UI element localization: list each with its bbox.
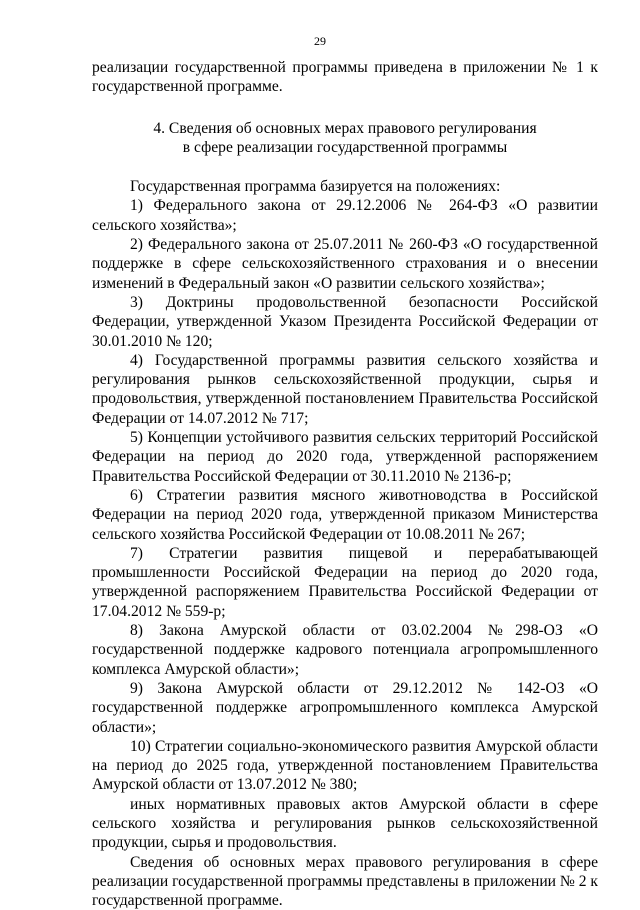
page-number: 29 (314, 34, 326, 48)
closing-paragraph: Сведения об основных мерах правового регулирования в сфере реализации государственной программы представлены в приложении № 2 к государственной программе. (92, 853, 598, 910)
list-item-5: 5) Концепции устойчивого развития сельских территорий Российской Федерации на период до 2020 года, утвержденной распоряжением Правительства Российской Федерации от 30.11.2010 № 2136-р; (92, 429, 598, 485)
section-heading-line-2: в сфере реализации государственной программы (182, 138, 508, 156)
section-heading-line-1: 4. Сведения об основных мерах правового регулирования (153, 119, 537, 137)
continuation-paragraph: реализации государственной программы приведена в приложении № 1 к государственной программе. (92, 59, 598, 96)
list-item-9: 9) Закона Амурской области от 29.12.2012 № 142-ОЗ «О государственной поддержке агропромышленного комплекса Амурской области»; (92, 679, 598, 736)
list-item-7: 7) Стратегии развития пищевой и перерабатывающей промышленности Российской Федерации на период до 2020 года, утвержденной распоряжением Правительства Российской Федерации от 17.04.2012 № 559-р; (92, 544, 598, 620)
list-item-2: 2) Федерального закона от 25.07.2011 № 260-ФЗ «О государственной поддержке в сфере сельскохозяйственного страхования и о внесении изменений в Федеральный закон «О развитии сельского хозяйства»; (92, 236, 598, 292)
list-item-6: 6) Стратегии развития мясного животноводства в Российской Федерации на период 2020 года, утвержденной приказом Министерства сельского хозяйства Российской Федерации от 10.08.2011 № 267; (92, 486, 598, 543)
list-item-1: 1) Федерального закона от 29.12.2006 № 264-ФЗ «О развитии сельского хозяйства»; (92, 197, 598, 234)
document-body (92, 58, 598, 910)
list-item-8: 8) Закона Амурской области от 03.02.2004 №298-ОЗ «О государственной поддержке кадрового потенциала агропромышленного комплекса Амурской области»; (92, 622, 598, 678)
list-item-4: 4) Государственной программы развития сельского хозяйства и регулирования рынков сельскохозяйственной продукции, сырья и продовольствия, утвержденной постановлением Правительства Российской Федерации от 14.07.2012 № 717; (92, 351, 598, 427)
intro-paragraph: Государственная программа базируется на положениях: (130, 178, 501, 196)
list-item-10: 10) Стратегии социально-экономического развития Амурской области на период до 2025 года, утвержденной постановлением Правительства Амурской области от 13.07.2012 № 380; (92, 737, 598, 794)
section-heading (92, 119, 598, 158)
list-item-other-acts: иных нормативных правовых актов Амурской области в сфере сельского хозяйства и регулирования рынков сельскохозяйственной продукции, сырья и продовольствия. (92, 795, 598, 852)
list-item-3: 3) Доктрины продовольственной безопасности Российской Федерации, утвержденной Указом Президента Российской Федерации от 30.01.2010 № 120; (92, 293, 598, 350)
